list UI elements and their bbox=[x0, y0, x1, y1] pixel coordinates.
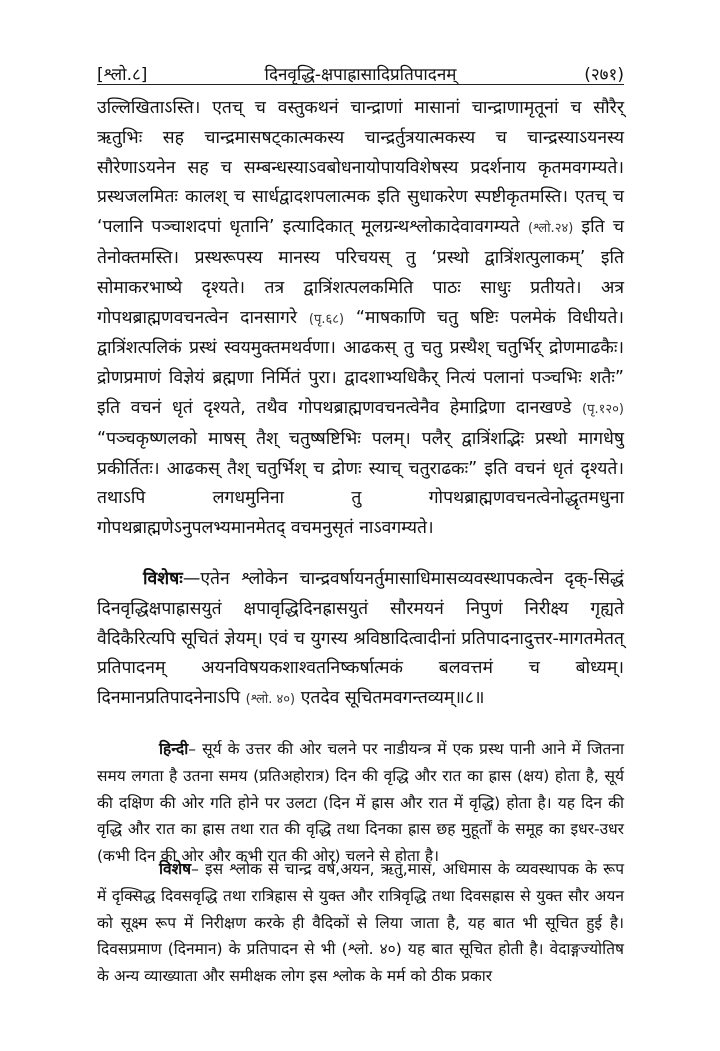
sanskrit-vishesha-paragraph: विशेषः—एतेन श्लोकेन चान्द्रवर्षायनर्तुमासाधिमासव्यवस्थापकत्वेन दृक्-सिद्धं दिनवृद्धिक्षपाह्रासयुतं क्षपावृद्धिदिनह्रासयुतं सौरमयनं निपुणं निरीक्ष्य गृह्यते वैदिकैरित्यपि सूचितं ज्ञेयम्। एवं च युगस्य श्रविष्ठादित्वादीनां प्रतिपादनादुत्तर-मागतमेतत् प्रतिपादनम् अयनविषयकशाश्वतनिष्कर्षात्मकं बलवत्तमं च बोध्यम्। दिनमानप्रतिपादनेनाऽपि (श्लो. ४०) एतदेव सूचितमवगन्तव्यम्॥८॥ bbox=[97, 569, 624, 709]
verse-reference: [श्लो.८] bbox=[97, 65, 148, 85]
sanskrit-commentary-paragraph: उल्लिखिताऽस्ति। एतच् च वस्तुकथनं चान्द्राणां मासानां चान्द्राणामृतूनां च सौरैर् ऋतुभिः सह चान्द्रमासषट्कात्मकस्य चान्द्रर्तुत्रयात्मकस्य च चान्द्रस्याऽयनस्य सौरेणाऽयनेन सह च सम्बन्धस्याऽवबोधनायोपायविशेषस्य प्रदर्शनाय कृतमवगम्यते। प्रस्थजलमितः कालश् च सार्धद्वादशपलात्मक इति सुधाकरेण स्पष्टीकृतमस्ति। एतच् च ‘पलानि पञ्चाशदपां धृतानि’ इत्यादिकात् मूलग्रन्थश्लोकादेवावगम्यते (श्लो.२४) इति च तेनोक्तमस्ति। प्रस्थरूपस्य मानस्य परिचयस् तु ‘प्रस्थो द्वात्रिंशत्पुलाकम्’ इति सोमाकरभाष्ये दृश्यते। तत्र द्वात्रिंशत्पलकमिति पाठः साधुः प्रतीयते। अत्र गोपथब्राह्मणवचनत्वेन दानसागरे (पृ.६८) “माषकाणि चतु षष्टिः पलमेकं विधीयते। द्वात्रिंशत्पलिकं प्रस्थं स्वयमुक्तमथर्वणा। आढकस् तु चतु प्रस्थैश् चतुर्भिर् द्रोणमाढकैः। द्रोणप्रमाणं विज्ञेयं ब्रह्मणा निर्मितं पुरा। द्वादशाभ्यधिकैर् नित्यं पलानां पञ्चभिः शतैः” इति वचनं धृतं दृश्यते, तथैव गोपथब्राह्मणवचनत्वेनैव हेमाद्रिणा दानखण्डे (पृ.१२०) “पञ्चकृष्णलको माषस् तैश् चतुष्षष्टिभिः पलम्। पलैर् द्वात्रिंशद्भिः प्रस्थो मागधेषु प्रकीर्तितः। आढकस् तैश् चतुर्भिश् च द्रोणः स्याच् चतुराढकः” इति वचनं धृतं दृश्यते। तथाऽपि लगधमुनिना तु गोपथब्राह्मणवचनत्वेनोद्धृतमधुना गोपथब्राह्मणेऽनुपलभ्यमानमेतद् वचमनुसृतं नाऽवगम्यते। bbox=[97, 98, 625, 539]
verse-citation: (श्लो. ४०) bbox=[245, 692, 296, 708]
hindi-label: हिन्दी bbox=[159, 740, 189, 758]
page-citation: (पृ.६८) bbox=[308, 311, 345, 327]
chapter-title: दिनवृद्धि-क्षपाह्रासादिप्रतिपादनम् bbox=[264, 65, 457, 85]
header-rule bbox=[97, 84, 624, 85]
hindi-translation-paragraph: हिन्दी– सूर्य के उत्तर की ओर चलने पर नाडीयन्त्र में एक प्रस्थ पानी आने में जितना समय लगता है उतना समय (प्रतिअहोरात्र) दिन की वृद्धि और रात का ह्रास (क्षय) होता है, सूर्य की दक्षिण की ओर गति होने पर उलटा (दिन में ह्रास और रात में वृद्धि) होता है। यह दिन की वृद्धि और रात का ह्रास तथा रात की वृद्धि तथा दिनका ह्रास छह मुहूर्तों के समूह का इधर-उधर (कभी दिन की ओर और कभी रात की ओर) चलने से होता है। bbox=[97, 740, 624, 866]
vishesha-label: विशेषः bbox=[143, 569, 183, 589]
page-number: (२७१) bbox=[584, 65, 624, 85]
verse-citation: (श्लो.२४) bbox=[527, 221, 574, 237]
hindi-vishesha-paragraph: विशेष– इस श्लोक से चान्द्र वर्ष,अयन, ऋतु,मास, अधिमास के व्यवस्थापक के रूप में दृक्सिद्ध दिवसवृद्धि तथा रात्रिह्रास से युक्त और रात्रिवृद्धि तथा दिवसह्रास से युक्त सौर अयन को सूक्ष्म रूप में निरीक्षण करके ही वैदिकों से लिया जाता है, यह बात भी सूचित हुई है। दिवसप्रमाण (दिनमान) के प्रतिपादन से भी (श्लो. ४०) यह बात सूचित होती है। वेदाङ्गज्योतिष के अन्य व्याख्याता और समीक्षक लोग इस श्लोक के मर्म को ठीक प्रकार bbox=[97, 860, 624, 986]
page-citation: (पृ.१२०) bbox=[582, 401, 624, 417]
hindi-vishesha-label: विशेष bbox=[159, 860, 192, 878]
